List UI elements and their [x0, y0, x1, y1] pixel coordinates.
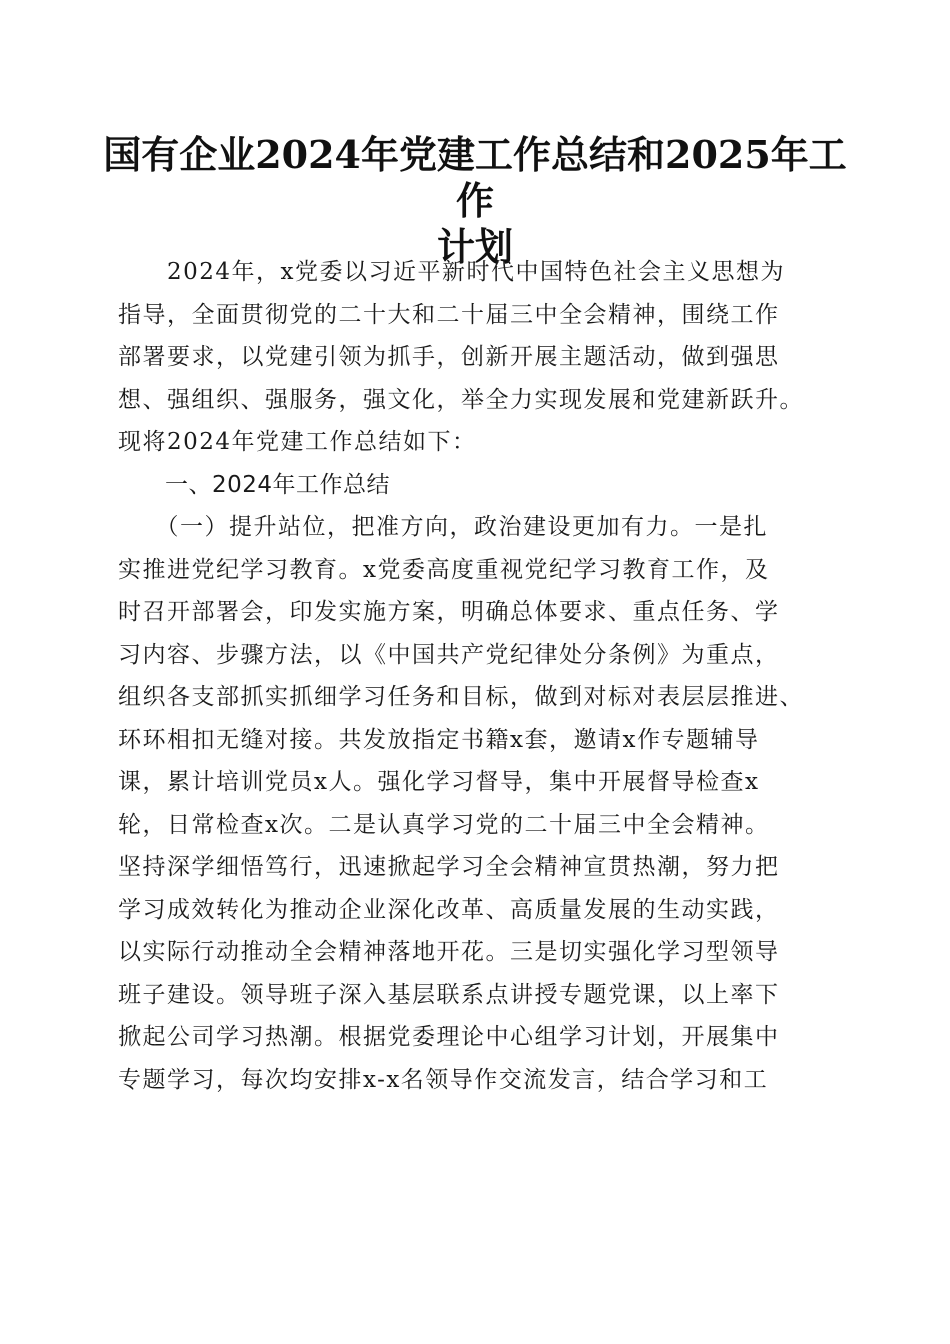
paragraph-line: 环环相扣无缝对接。共发放指定书籍x套，邀请x作专题辅导	[118, 726, 760, 753]
title-line-2: 计划	[436, 224, 513, 269]
paragraph-line: 课，累计培训党员x人。强化学习督导，集中开展督导检查x	[118, 769, 760, 795]
paragraph-line: 学习成效转化为推动企业深化改革、高质量发展的生动实践，	[118, 896, 780, 923]
paragraph-line: 轮，日常检查x次。二是认真学习党的二十届三中全会精神。	[118, 811, 770, 838]
paragraph-line: 部署要求，以党建引领为抓手，创新开展主题活动，做到强思	[118, 344, 780, 370]
title-line-1: 国有企业2024年党建工作总结和2025年工作	[103, 132, 847, 223]
paragraph-line: 班子建设。领导班子深入基层联系点讲授专题党课，以上率下	[118, 981, 780, 1008]
paragraph-line: 想、强组织、强服务，强文化，举全力实现发展和党建新跃升。	[118, 386, 804, 413]
paragraph-line: 指导，全面贯彻党的二十大和二十届三中全会精神，围绕工作	[118, 301, 780, 328]
document-body	[118, 251, 830, 1101]
paragraph-line: 组织各支部抓实抓细学习任务和目标，做到对标对表层层推进、	[118, 684, 804, 710]
paragraph-line: 现将2024年党建工作总结如下：	[118, 429, 477, 455]
paragraph-line: 时召开部署会，印发实施方案，明确总体要求、重点任务、学	[118, 599, 780, 625]
paragraph-line: 坚持深学细悟笃行，迅速掀起学习全会精神宣贯热潮，努力把	[118, 854, 780, 880]
paragraph-line: 专题学习，每次均安排x-x名领导作交流发言，结合学习和工	[118, 1066, 769, 1093]
paragraph-line: 实推进党纪学习教育。x党委高度重视党纪学习教育工作，及	[118, 556, 770, 583]
document-title	[100, 132, 850, 270]
paragraph-line: 习内容、步骤方法，以《中国共产党纪律处分条例》为重点，	[118, 641, 780, 668]
paragraph-line: （一）提升站位，把准方向，政治建设更加有力。一是扎	[118, 514, 768, 540]
paragraph-line: 掀起公司学习热潮。根据党委理论中心组学习计划，开展集中	[118, 1024, 780, 1050]
section-heading: 一、2024年工作总结	[118, 471, 391, 498]
paragraph-line: 以实际行动推动全会精神落地开花。三是切实强化学习型领导	[118, 939, 780, 965]
paragraph-line: 2024年，x党委以习近平新时代中国特色社会主义思想为	[118, 259, 786, 285]
